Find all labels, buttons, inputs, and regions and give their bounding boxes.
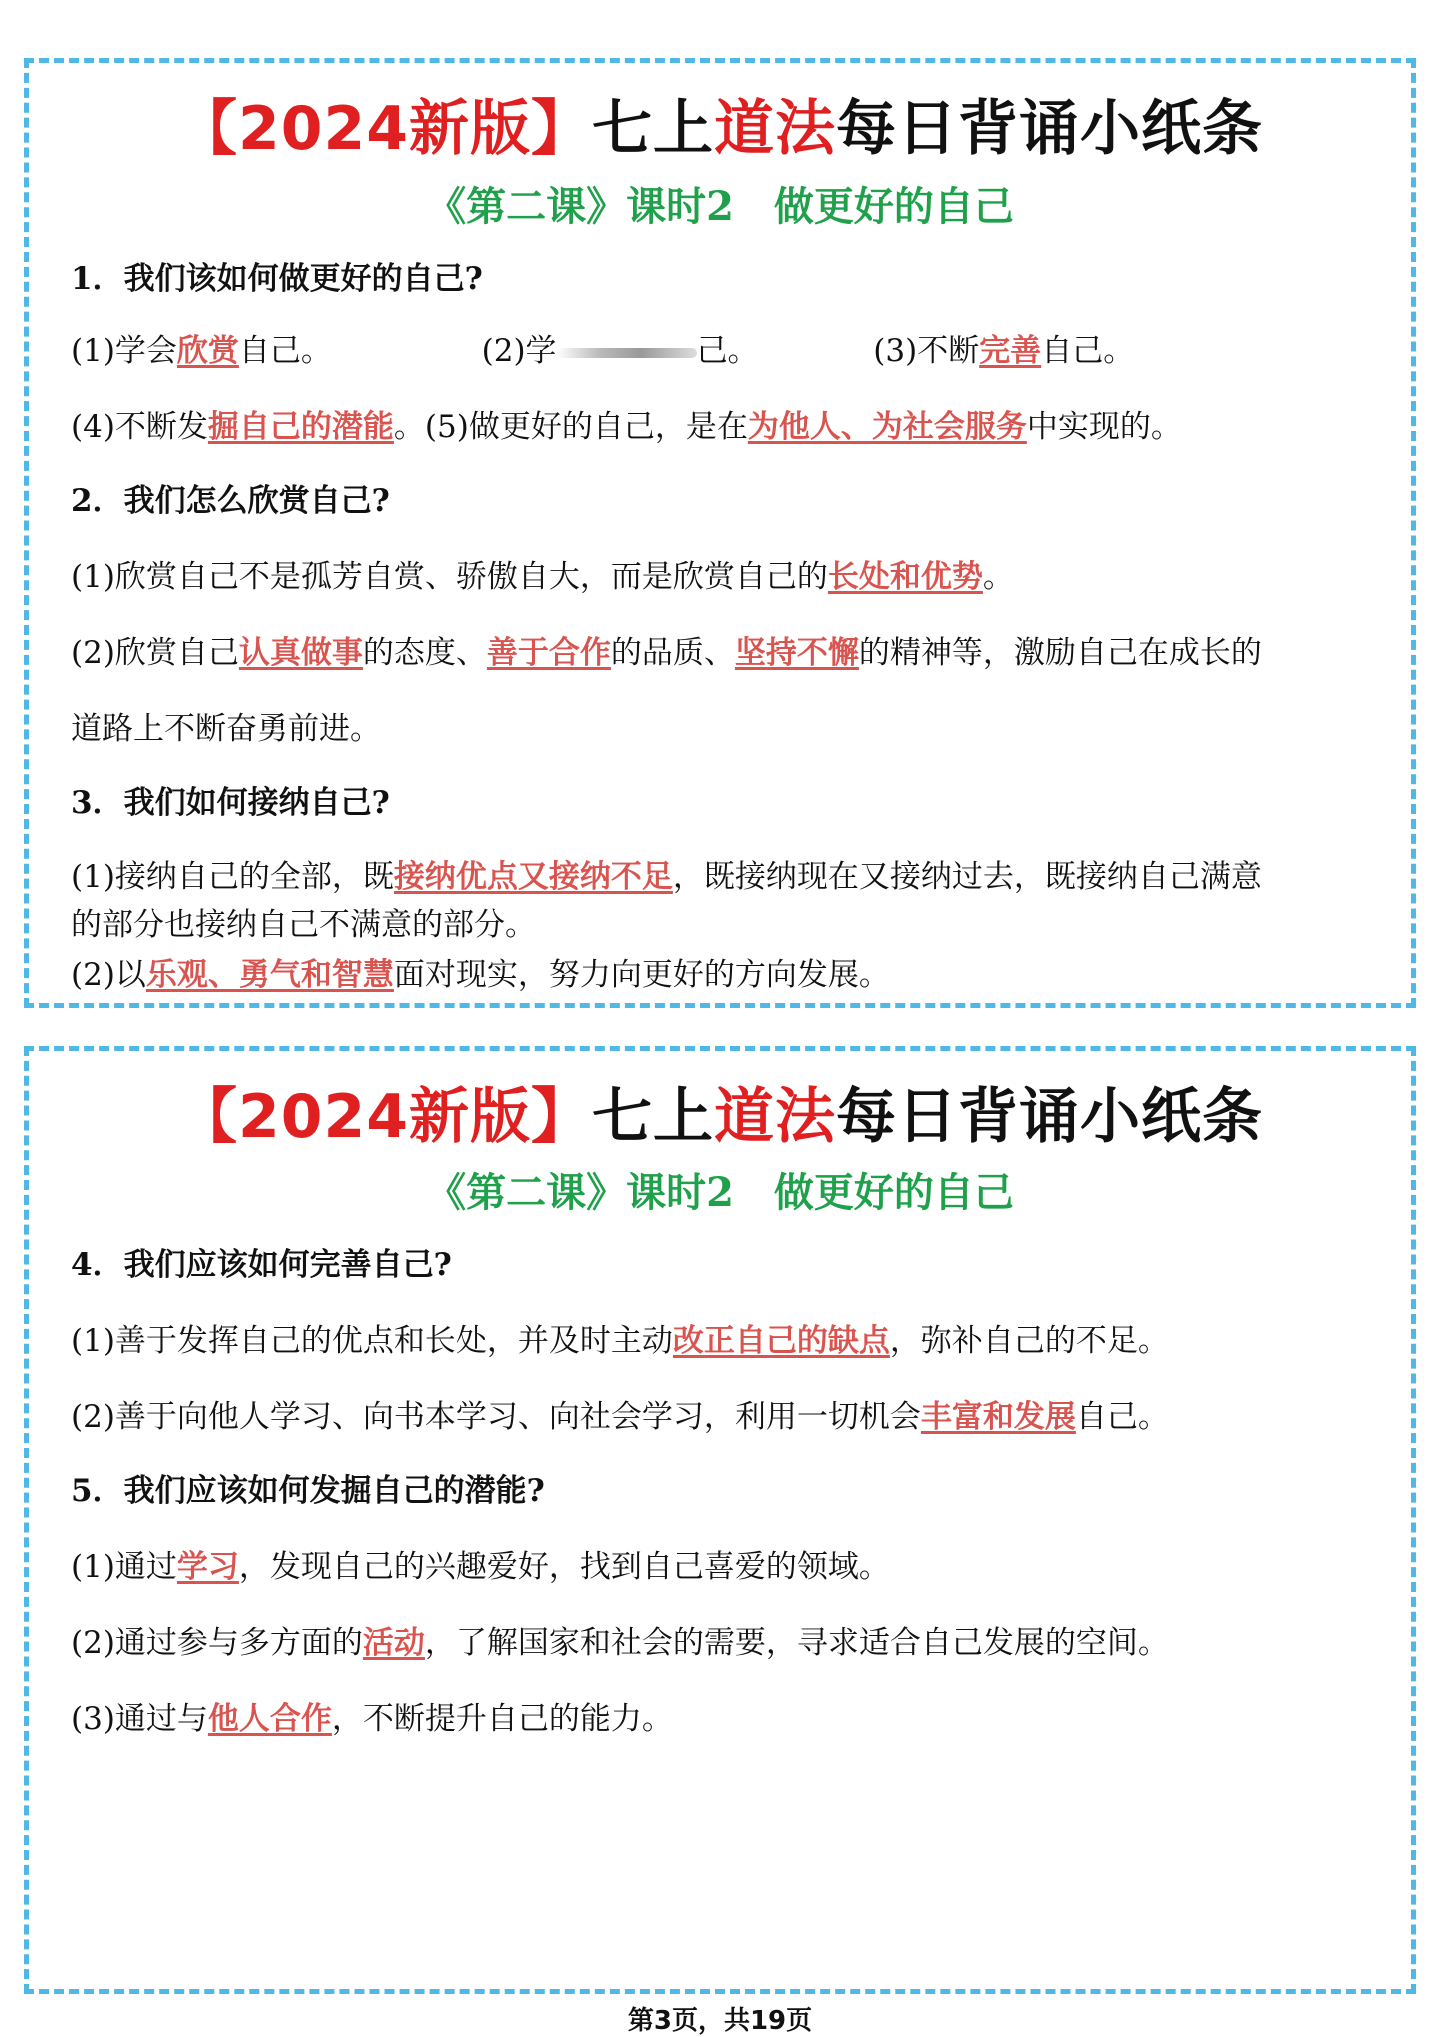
keyword: 长处和优势 xyxy=(827,559,983,595)
card-title xyxy=(29,1069,1411,1155)
question-5: 5．我们应该如何发掘自己的潜能? xyxy=(71,1473,545,1509)
q3-answer-line-3 xyxy=(71,949,890,994)
question-1: 1．我们该如何做更好的自己? xyxy=(71,261,483,297)
text: ，弥补自己的不足。 xyxy=(889,1323,1169,1359)
card-subtitle xyxy=(29,175,1411,232)
text: 自己。 xyxy=(1075,1399,1169,1435)
text: (4)不断发 xyxy=(71,409,208,445)
text: ，了解国家和社会的需要，寻求适合自己发展的空间。 xyxy=(424,1625,1169,1661)
text: (2)欣赏自己 xyxy=(71,635,239,671)
card-subtitle xyxy=(29,1161,1411,1218)
text: (2)学 xyxy=(481,333,557,369)
text: (2)通过参与多方面的 xyxy=(71,1625,363,1661)
text: 的品质、 xyxy=(610,635,735,671)
q2-answer-line-2 xyxy=(71,627,1262,672)
text: (1)善于发挥自己的优点和长处，并及时主动 xyxy=(71,1323,673,1359)
q5-answer-line-1 xyxy=(71,1541,890,1586)
keyword: 接纳优点又接纳不足 xyxy=(393,859,673,895)
q5-answer-line-3 xyxy=(71,1693,673,1738)
text: 中实现的。 xyxy=(1026,409,1182,445)
q5-answer-line-2 xyxy=(71,1617,1169,1662)
keyword: 善于合作 xyxy=(486,635,611,671)
subtitle-lesson: 《第二课》课时2 xyxy=(426,183,734,230)
page-number: 第3页，共19页 xyxy=(627,2006,813,2036)
keyword: 认真做事 xyxy=(238,635,363,671)
keyword: 坚持不懈 xyxy=(734,635,859,671)
title-rest: 每日背诵小纸条 xyxy=(836,94,1263,164)
title-rest: 每日背诵小纸条 xyxy=(836,1082,1263,1152)
title-subject: 道法 xyxy=(714,1082,836,1152)
keyword: 丰富和发展 xyxy=(920,1399,1076,1435)
keyword: 欣赏 xyxy=(176,333,239,369)
keyword: 掘自己的潜能 xyxy=(207,409,394,445)
text: 自己。 xyxy=(238,333,332,369)
question-2: 2．我们怎么欣赏自己? xyxy=(71,483,390,519)
title-grade: 七上 xyxy=(592,1082,714,1152)
keyword: 他人合作 xyxy=(207,1701,332,1737)
text: 的精神等，激励自己在成长的 xyxy=(858,635,1262,671)
q4-answer-line-1 xyxy=(71,1315,1169,1360)
text: ，不断提升自己的能力。 xyxy=(331,1701,673,1737)
text: (3)通过与 xyxy=(71,1701,208,1737)
text: 的态度、 xyxy=(362,635,487,671)
q1-answer-line-1 xyxy=(71,325,1134,370)
q1-answer-line-2 xyxy=(71,401,1182,446)
text: 自己。 xyxy=(1041,333,1135,369)
q2-answer-line-1 xyxy=(71,551,1014,596)
text: (1)通过 xyxy=(71,1549,177,1585)
text: (1)学会 xyxy=(71,333,177,369)
text: 面对现实，努力向更好的方向发展。 xyxy=(393,957,890,993)
keyword: 为他人、为社会服务 xyxy=(747,409,1027,445)
text: ，发现自己的兴趣爱好，找到自己喜爱的领域。 xyxy=(238,1549,890,1585)
note-card-2 xyxy=(24,1046,1416,1994)
q3-answer-line-1 xyxy=(71,851,1262,896)
subtitle-topic: 做更好的自己 xyxy=(773,183,1014,230)
text: 。 xyxy=(982,559,1014,595)
text: (2)善于向他人学习、向书本学习、向社会学习，利用一切机会 xyxy=(71,1399,921,1435)
text: (3)不断 xyxy=(873,333,980,369)
title-subject: 道法 xyxy=(714,94,836,164)
title-grade: 七上 xyxy=(592,94,714,164)
keyword: 活动 xyxy=(362,1625,425,1661)
keyword: 学习 xyxy=(176,1549,239,1585)
keyword: 改正自己的缺点 xyxy=(672,1323,890,1359)
q2-answer-line-3: 道路上不断奋勇前进。 xyxy=(71,711,381,747)
text: (5)做更好的自己，是在 xyxy=(424,409,748,445)
question-3: 3．我们如何接纳自己? xyxy=(71,785,390,821)
title-edition: 【2024新版】 xyxy=(177,94,592,164)
keyword: 乐观、勇气和智慧 xyxy=(145,957,394,993)
question-4: 4．我们应该如何完善自己? xyxy=(71,1247,452,1283)
q4-answer-line-2 xyxy=(71,1391,1169,1436)
text: ，既接纳现在又接纳过去，既接纳自己满意 xyxy=(672,859,1262,895)
q3-answer-line-2: 的部分也接纳自己不满意的部分。 xyxy=(71,907,536,943)
text: (1)接纳自己的全部，既 xyxy=(71,859,394,895)
subtitle-topic: 做更好的自己 xyxy=(773,1169,1014,1216)
title-edition: 【2024新版】 xyxy=(177,1082,592,1152)
note-card-1 xyxy=(24,58,1416,1008)
text: (1)欣赏自己不是孤芳自赏、骄傲自大，而是欣赏自己的 xyxy=(71,559,828,595)
text: 。 xyxy=(393,409,425,445)
text: 己。 xyxy=(696,333,759,369)
card-title xyxy=(29,81,1411,167)
subtitle-lesson: 《第二课》课时2 xyxy=(426,1169,734,1216)
redacted-blur xyxy=(557,348,697,358)
text: (2)以 xyxy=(71,957,146,993)
keyword: 完善 xyxy=(979,333,1042,369)
